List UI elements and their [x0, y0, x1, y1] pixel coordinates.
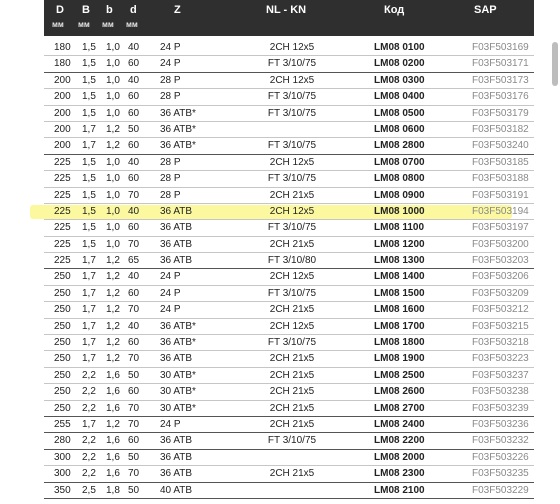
cell-d: 40 [128, 320, 140, 332]
cell-z: 36 ATB* [160, 140, 196, 152]
cell-b: 1,2 [106, 353, 120, 365]
cell-sap: F03F503215 [472, 320, 529, 332]
cell-b: 1,6 [106, 369, 120, 381]
cell-b: 1,5 [82, 107, 96, 119]
cell-kod: LM08 1900 [374, 353, 425, 365]
cell-kod: LM08 1200 [374, 238, 425, 250]
cell-z: 24 P [160, 58, 181, 70]
cell-z: 30 ATB* [160, 386, 196, 398]
cell-z: 24 P [160, 418, 181, 430]
cell-nl: FT 3/10/75 [267, 107, 317, 119]
cell-nl: 2CH 21x5 [269, 304, 315, 316]
cell-b: 1,5 [82, 222, 96, 234]
cell-z: 24 P [160, 304, 181, 316]
cell-sap: F03F503182 [472, 123, 529, 135]
cell-b: 1,5 [82, 189, 96, 201]
cell-d: 40 [128, 74, 140, 86]
table-row [44, 138, 534, 154]
cell-sap: F03F503200 [472, 238, 529, 250]
cell-z: 36 ATB [160, 468, 193, 480]
cell-kod: LM08 1700 [374, 320, 425, 332]
cell-z: 36 ATB [160, 255, 193, 267]
cell-b: 1,6 [106, 402, 120, 414]
cell-b: 1,5 [82, 156, 96, 168]
cell-d: 50 [128, 123, 140, 135]
cell-nl: FT 3/10/80 [267, 255, 317, 267]
table-row [44, 269, 534, 285]
cell-d: 200 [54, 140, 71, 152]
cell-z: 30 ATB* [160, 402, 196, 414]
cell-sap: F03F503218 [472, 337, 529, 349]
cell-b: 1,0 [106, 205, 120, 217]
cell-d: 180 [54, 42, 71, 53]
header-d: d [130, 4, 137, 16]
header-sap: SAP [474, 4, 497, 16]
table-row [44, 466, 534, 482]
cell-d: 280 [54, 435, 71, 447]
cell-z: 36 ATB [160, 238, 193, 250]
cell-d: 225 [54, 205, 71, 217]
cell-z: 36 ATB* [160, 320, 196, 332]
cell-b: 1,6 [106, 435, 120, 447]
cell-sap: F03F503238 [472, 386, 529, 398]
cell-kod: LM08 1100 [374, 222, 425, 234]
table-row [44, 122, 534, 138]
cell-d: 250 [54, 402, 71, 414]
cell-b: 1,6 [106, 451, 120, 463]
cell-kod: LM08 0600 [374, 123, 425, 135]
cell-z: 40 ATB [160, 484, 193, 496]
cell-kod: LM08 1400 [374, 271, 425, 283]
cell-d: 70 [128, 418, 140, 430]
cell-d: 60 [128, 107, 140, 119]
cell-b: 1,7 [82, 287, 96, 299]
cell-nl: FT 3/10/75 [267, 58, 317, 70]
cell-kod: LM08 2800 [374, 140, 425, 152]
table-row [44, 188, 534, 204]
cell-d: 60 [128, 173, 140, 185]
cell-d: 60 [128, 435, 140, 447]
cell-b: 1,7 [82, 304, 96, 316]
cell-sap: F03F503179 [472, 107, 529, 119]
cell-kod: LM08 1500 [374, 287, 425, 299]
cell-d: 225 [54, 255, 71, 267]
cell-d: 250 [54, 304, 71, 316]
cell-b: 2,2 [82, 386, 96, 398]
table-row [44, 253, 534, 269]
cell-d: 225 [54, 173, 71, 185]
table-row [44, 335, 534, 351]
table-row [44, 286, 534, 302]
cell-d: 300 [54, 468, 71, 480]
cell-kod: LM08 0900 [374, 189, 425, 201]
cell-sap: F03F503197 [472, 222, 529, 234]
cell-z: 36 ATB [160, 451, 193, 463]
cell-d: 250 [54, 337, 71, 349]
cell-d: 180 [54, 58, 71, 70]
cell-b: 1,0 [106, 107, 120, 119]
cell-nl: 2CH 21x5 [269, 468, 315, 480]
cell-sap: F03F503235 [472, 468, 529, 480]
cell-b: 1,5 [82, 238, 96, 250]
cell-z: 36 ATB* [160, 123, 196, 135]
table-row [44, 483, 534, 499]
cell-b: 2,2 [82, 369, 96, 381]
cell-sap: F03F503171 [472, 58, 529, 70]
cell-nl: 2CH 12x5 [269, 42, 315, 53]
cell-b: 1,5 [82, 91, 96, 103]
cell-b: 1,7 [82, 255, 96, 267]
table-row [44, 204, 534, 220]
cell-b: 1,7 [82, 320, 96, 332]
table-body [44, 40, 534, 499]
table-row [44, 319, 534, 335]
cell-d: 225 [54, 156, 71, 168]
cell-d: 70 [128, 238, 140, 250]
cell-sap: F03F503232 [472, 435, 529, 447]
cell-kod: LM08 1600 [374, 304, 425, 316]
cell-kod: LM08 2300 [374, 468, 425, 480]
cell-nl: 2CH 21x5 [269, 386, 315, 398]
cell-d: 350 [54, 484, 71, 496]
cell-d: 200 [54, 107, 71, 119]
cell-sap: F03F503188 [472, 173, 529, 185]
cell-nl: 2CH 12x5 [269, 205, 315, 217]
table-row [44, 89, 534, 105]
cell-b: 1,2 [106, 304, 120, 316]
table-row [44, 368, 534, 384]
cell-sap: F03F503203 [472, 255, 529, 267]
cell-d: 70 [128, 353, 140, 365]
cell-kod: LM08 1300 [374, 255, 425, 267]
cell-kod: LM08 0300 [374, 74, 425, 86]
cell-nl: FT 3/10/75 [267, 337, 317, 349]
cell-b: 1,7 [82, 337, 96, 349]
cell-sap: F03F503240 [472, 140, 529, 152]
table-row [44, 237, 534, 253]
cell-b: 1,6 [106, 386, 120, 398]
cell-b: 1,5 [82, 205, 96, 217]
cell-kod: LM08 2700 [374, 402, 425, 414]
cell-kod: LM08 1800 [374, 337, 425, 349]
cell-kod: LM08 0500 [374, 107, 425, 119]
header-Z: Z [174, 4, 181, 16]
cell-b: 2,2 [82, 451, 96, 463]
cell-sap: F03F503236 [472, 418, 529, 430]
cell-d: 60 [128, 287, 140, 299]
cell-b: 1,2 [106, 337, 120, 349]
cell-kod: LM08 0800 [374, 173, 425, 185]
cell-d: 40 [128, 271, 140, 283]
cell-b: 1,2 [106, 255, 120, 267]
cell-z: 24 P [160, 287, 181, 299]
cell-nl: 2CH 21x5 [269, 402, 315, 414]
header-b: b [106, 4, 113, 16]
scrollbar[interactable] [552, 42, 558, 86]
cell-d: 200 [54, 91, 71, 103]
cell-nl: 2CH 12x5 [269, 156, 315, 168]
cell-b: 1,2 [106, 271, 120, 283]
table-row [44, 73, 534, 89]
cell-d: 70 [128, 189, 140, 201]
cell-kod: LM08 1000 [374, 205, 425, 217]
cell-b: 1,5 [82, 58, 96, 70]
cell-d: 60 [128, 337, 140, 349]
cell-b: 1,0 [106, 238, 120, 250]
cell-nl: FT 3/10/75 [267, 173, 317, 185]
header-D: D [56, 4, 64, 16]
cell-d: 225 [54, 222, 71, 234]
table-row [44, 106, 534, 122]
cell-b: 1,7 [82, 123, 96, 135]
cell-d: 255 [54, 418, 71, 430]
cell-z: 24 P [160, 42, 181, 53]
cell-d: 250 [54, 386, 71, 398]
table-row [44, 171, 534, 187]
cell-d: 225 [54, 189, 71, 201]
cell-b: 1,2 [106, 287, 120, 299]
cell-d: 200 [54, 123, 71, 135]
cell-kod: LM08 2000 [374, 451, 425, 463]
cell-d: 60 [128, 386, 140, 398]
cell-sap: F03F503206 [472, 271, 529, 283]
cell-b: 1,5 [82, 173, 96, 185]
cell-sap: F03F503191 [472, 189, 529, 201]
cell-sap: F03F503185 [472, 156, 529, 168]
cell-nl: FT 3/10/75 [267, 435, 317, 447]
cell-d: 250 [54, 369, 71, 381]
cell-d: 250 [54, 320, 71, 332]
cell-z: 36 ATB [160, 353, 193, 365]
cell-kod: LM08 2600 [374, 386, 425, 398]
unit-d: мм [126, 20, 138, 29]
cell-z: 36 ATB [160, 222, 193, 234]
cell-z: 36 ATB [160, 435, 193, 447]
cell-b: 1,0 [106, 42, 120, 53]
cell-nl: FT 3/10/75 [267, 140, 317, 152]
cell-z: 30 ATB* [160, 369, 196, 381]
cell-kod: LM08 0100 [374, 42, 425, 53]
cell-d: 250 [54, 287, 71, 299]
table-row [44, 450, 534, 466]
cell-nl: 2CH 12x5 [269, 74, 315, 86]
cell-b: 1,0 [106, 156, 120, 168]
cell-d: 200 [54, 74, 71, 86]
table-row [44, 155, 534, 171]
cell-d: 50 [128, 451, 140, 463]
cell-kod: LM08 2200 [374, 435, 425, 447]
cell-b: 2,2 [82, 402, 96, 414]
unit-b: мм [102, 20, 114, 29]
cell-sap: F03F503212 [472, 304, 529, 316]
cell-b: 1,0 [106, 91, 120, 103]
cell-z: 28 P [160, 91, 181, 103]
cell-d: 60 [128, 222, 140, 234]
cell-sap: F03F503176 [472, 91, 529, 103]
cell-sap: F03F503239 [472, 402, 529, 414]
cell-b: 1,0 [106, 222, 120, 234]
cell-b: 1,0 [106, 58, 120, 70]
cell-b: 1,7 [82, 418, 96, 430]
table-row [44, 56, 534, 72]
cell-d: 60 [128, 58, 140, 70]
cell-nl: 2CH 21x5 [269, 369, 315, 381]
cell-z: 28 P [160, 189, 181, 201]
header-NL-KN: NL - KN [266, 4, 307, 16]
cell-z: 28 P [160, 173, 181, 185]
cell-nl: FT 3/10/75 [267, 287, 317, 299]
cell-sap: F03F503209 [472, 287, 529, 299]
cell-b: 1,0 [106, 74, 120, 86]
cell-sap: F03F503194 [472, 205, 529, 217]
cell-b: 1,8 [106, 484, 120, 496]
cell-kod: LM08 2400 [374, 418, 425, 430]
cell-d: 50 [128, 369, 140, 381]
table-header [44, 0, 534, 36]
cell-z: 36 ATB* [160, 107, 196, 119]
cell-b: 1,2 [106, 123, 120, 135]
cell-d: 65 [128, 255, 140, 267]
cell-z: 36 ATB* [160, 337, 196, 349]
cell-b: 1,2 [106, 140, 120, 152]
cell-d: 225 [54, 238, 71, 250]
table-row [44, 220, 534, 236]
cell-b: 1,0 [106, 189, 120, 201]
cell-b: 1,6 [106, 468, 120, 480]
table-row [44, 417, 534, 433]
cell-d: 50 [128, 484, 140, 496]
cell-b: 1,2 [106, 320, 120, 332]
cell-d: 70 [128, 402, 140, 414]
cell-d: 70 [128, 304, 140, 316]
cell-b: 2,2 [82, 435, 96, 447]
cell-sap: F03F503169 [472, 42, 529, 53]
unit-B: мм [78, 20, 90, 29]
cell-kod: LM08 0400 [374, 91, 425, 103]
cell-sap: F03F503226 [472, 451, 529, 463]
cell-nl: 2CH 12x5 [269, 271, 315, 283]
cell-b: 1,7 [82, 353, 96, 365]
cell-nl: 2CH 21x5 [269, 353, 315, 365]
cell-kod: LM08 2500 [374, 369, 425, 381]
cell-sap: F03F503173 [472, 74, 529, 86]
cell-sap: F03F503237 [472, 369, 529, 381]
cell-kod: LM08 0200 [374, 58, 425, 70]
header-kod: Код [384, 4, 405, 16]
cell-b: 1,7 [82, 271, 96, 283]
cell-b: 1,5 [82, 42, 96, 53]
table-row [44, 401, 534, 417]
table-row [44, 384, 534, 400]
cell-d: 40 [128, 42, 140, 53]
table-row [44, 351, 534, 367]
cell-z: 24 P [160, 271, 181, 283]
cell-d: 60 [128, 91, 140, 103]
cell-nl: 2CH 12x5 [269, 320, 315, 332]
cell-b: 2,2 [82, 468, 96, 480]
cell-nl: 2CH 21x5 [269, 418, 315, 430]
cell-b: 1,5 [82, 74, 96, 86]
cell-d: 300 [54, 451, 71, 463]
cell-nl: FT 3/10/75 [267, 222, 317, 234]
cell-z: 28 P [160, 74, 181, 86]
cell-nl: 2CH 21x5 [269, 238, 315, 250]
cell-z: 28 P [160, 156, 181, 168]
table-row [44, 302, 534, 318]
table-row [44, 433, 534, 449]
cell-b: 1,7 [82, 140, 96, 152]
cell-kod: LM08 2100 [374, 484, 425, 496]
cell-kod: LM08 0700 [374, 156, 425, 168]
cell-z: 36 ATB [160, 205, 193, 217]
cell-sap: F03F503229 [472, 484, 529, 496]
cell-nl: FT 3/10/75 [267, 91, 317, 103]
unit-D: мм [52, 20, 64, 29]
cell-d: 250 [54, 271, 71, 283]
cell-d: 250 [54, 353, 71, 365]
cell-d: 40 [128, 205, 140, 217]
cell-b: 1,2 [106, 418, 120, 430]
cell-nl: 2CH 21x5 [269, 189, 315, 201]
header-B: B [82, 4, 90, 16]
cell-d: 40 [128, 156, 140, 168]
cell-d: 70 [128, 468, 140, 480]
cell-b: 1,0 [106, 173, 120, 185]
cell-sap: F03F503223 [472, 353, 529, 365]
cell-b: 2,5 [82, 484, 96, 496]
table-row [44, 40, 534, 56]
cell-d: 60 [128, 140, 140, 152]
